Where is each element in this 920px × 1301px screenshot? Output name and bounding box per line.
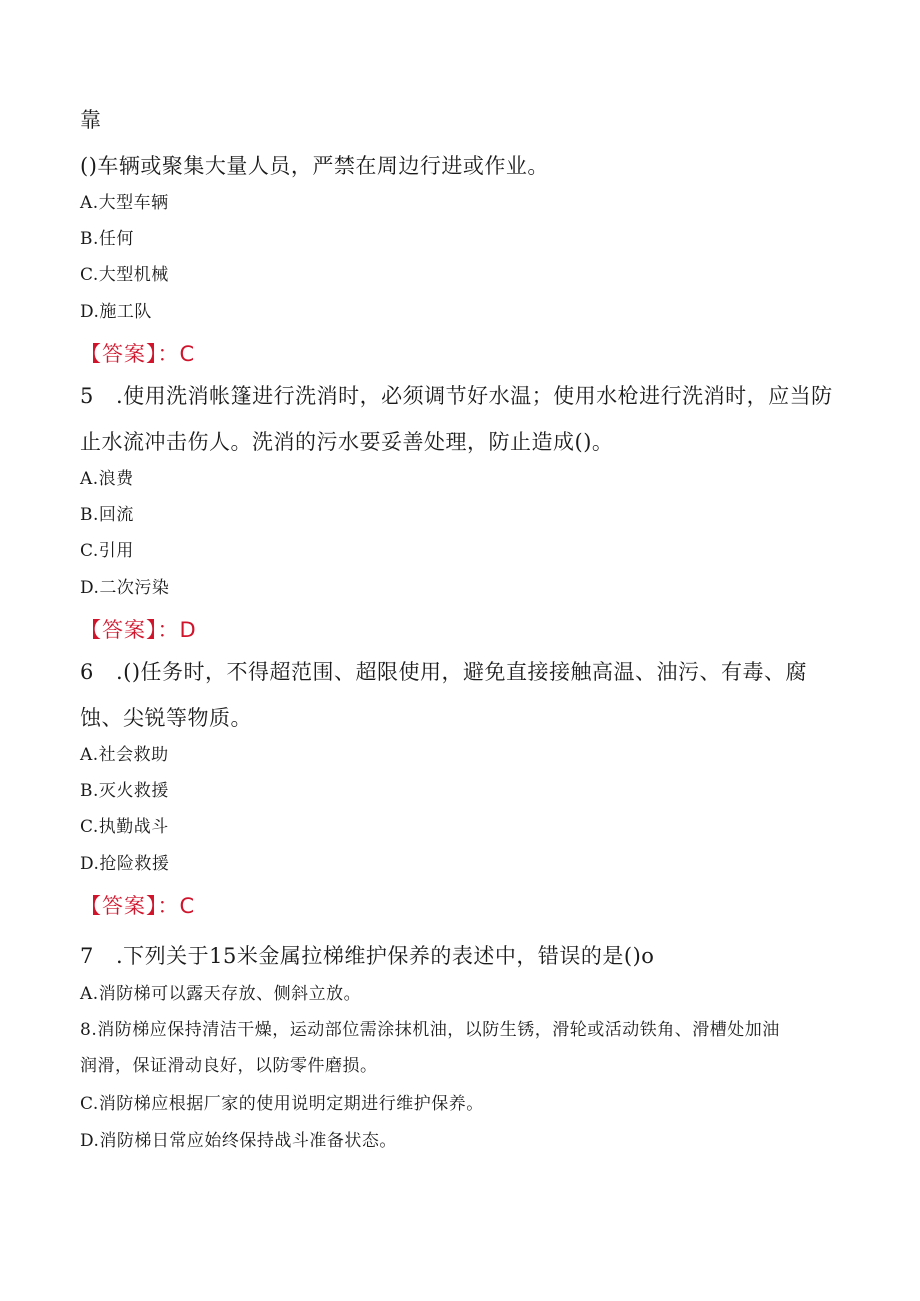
fragment-answer: 【答案】：C — [80, 342, 196, 366]
q5-number: 5 — [80, 384, 94, 408]
q7-option-b-line2: 润滑，保证滑动良好，以防零件磨损。 — [80, 1056, 378, 1076]
fragment-option-d: D.施工队 — [80, 302, 152, 322]
q6-answer: 【答案】：C — [80, 894, 196, 918]
q7-option-c: C.消防梯应根据厂家的使用说明定期进行维护保养。 — [80, 1094, 484, 1114]
q5-stem-line2: 止水流冲击伤人。洗消的污水要妥善处理，防止造成()。 — [80, 430, 614, 454]
q6-option-a: A.社会救助 — [80, 745, 169, 765]
q7-option-a: A.消防梯可以露天存放、侧斜立放。 — [80, 984, 362, 1004]
q6-option-b: B.灭火救援 — [80, 781, 169, 801]
q7-stem-text: .下列关于15米金属拉梯维护保养的表述中，错误的是()o — [116, 944, 655, 968]
q6-option-c: C.执勤战斗 — [80, 817, 169, 837]
fragment-top-char: 靠 — [80, 108, 102, 132]
q5-stem-line1 — [80, 386, 833, 407]
fragment-stem: ()车辆或聚集大量人员，严禁在周边行进或作业。 — [80, 154, 549, 178]
q7-stem-line — [80, 946, 654, 967]
q5-answer: 【答案】：D — [80, 618, 197, 642]
q7-option-d: D.消防梯日常应始终保持战斗准备状态。 — [80, 1131, 397, 1151]
q6-stem-line1 — [80, 662, 807, 683]
q5-option-b: B.回流 — [80, 505, 134, 525]
q5-stem-text1: .使用洗消帐篷进行洗消时，必须调节好水温；使用水枪进行洗消时，应当防 — [116, 384, 833, 408]
q7-number: 7 — [80, 944, 94, 968]
fragment-option-a: A.大型车辆 — [80, 193, 169, 213]
q6-stem-line2: 蚀、尖锐等物质。 — [80, 706, 252, 730]
q6-option-d: D.抢险救援 — [80, 854, 170, 874]
q6-stem-text1: .()任务时，不得超范围、超限使用，避免直接接触高温、油污、有毒、腐 — [116, 660, 808, 684]
q7-option-b-line1: 8.消防梯应保持清洁干燥，运动部位需涂抹机油，以防生锈，滑轮或活动铁角、滑槽处加油 — [80, 1020, 780, 1040]
q5-option-a: A.浪费 — [80, 469, 134, 489]
fragment-option-c: C.大型机械 — [80, 265, 169, 285]
fragment-option-b: B.任何 — [80, 229, 134, 249]
q5-option-d: D.二次污染 — [80, 578, 170, 598]
q5-option-c: C.引用 — [80, 541, 134, 561]
q6-number: 6 — [80, 660, 94, 684]
